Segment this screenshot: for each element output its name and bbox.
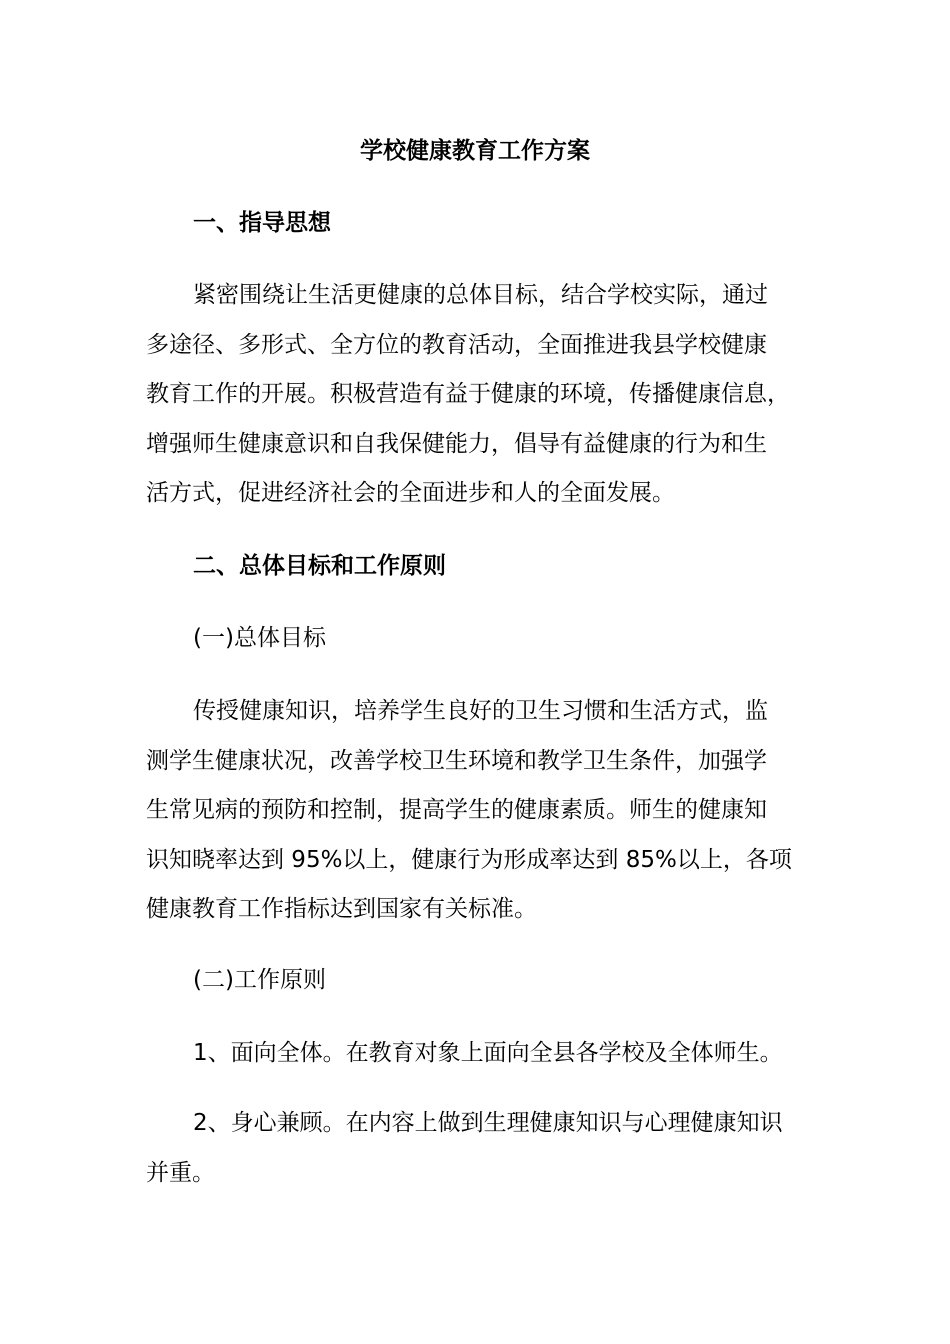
- paragraph-line: 健康教育工作指标达到国家有关标准。: [146, 896, 537, 922]
- subsection-heading-overall-goal: (一)总体目标: [193, 625, 326, 651]
- section-heading-goals-principles: 二、总体目标和工作原则: [193, 553, 446, 579]
- document-title: 学校健康教育工作方案: [360, 138, 590, 164]
- paragraph-line: 增强师生健康意识和自我保健能力，倡导有益健康的行为和生: [146, 430, 767, 457]
- paragraph-line: 1、面向全体。在教育对象上面向全县各学校及全体师生。: [193, 1040, 783, 1066]
- subsection-heading-work-principles: (二)工作原则: [193, 967, 326, 993]
- paragraph-line: 并重。: [146, 1159, 215, 1186]
- paragraph-line: 多途径、多形式、全方位的教育活动，全面推进我县学校健康: [146, 331, 767, 358]
- paragraph-line: 测学生健康状况，改善学校卫生环境和教学卫生条件，加强学: [146, 747, 767, 774]
- paragraph-principle-1: [146, 1029, 810, 1079]
- paragraph-line: 教育工作的开展。积极营造有益于健康的环境，传播健康信息，: [146, 381, 790, 407]
- paragraph-overall-goal: [146, 687, 810, 935]
- paragraph-line: 识知晓率达到 95%以上，健康行为形成率达到 85%以上，各项: [146, 846, 792, 873]
- paragraph-line: 紧密围绕让生活更健康的总体目标，结合学校实际，通过: [193, 282, 768, 308]
- paragraph-line: 生常见病的预防和控制，提高学生的健康素质。师生的健康知: [146, 797, 767, 823]
- paragraph-guiding-thought: [146, 271, 810, 519]
- paragraph-line: 传授健康知识，培养学生良好的卫生习惯和生活方式，监: [193, 698, 768, 724]
- section-heading-guiding-thought: 一、指导思想: [193, 210, 331, 236]
- paragraph-line: 活方式，促进经济社会的全面进步和人的全面发展。: [146, 480, 675, 506]
- paragraph-principle-2: [146, 1099, 810, 1198]
- paragraph-line: 2、身心兼顾。在内容上做到生理健康知识与心理健康知识: [193, 1110, 783, 1136]
